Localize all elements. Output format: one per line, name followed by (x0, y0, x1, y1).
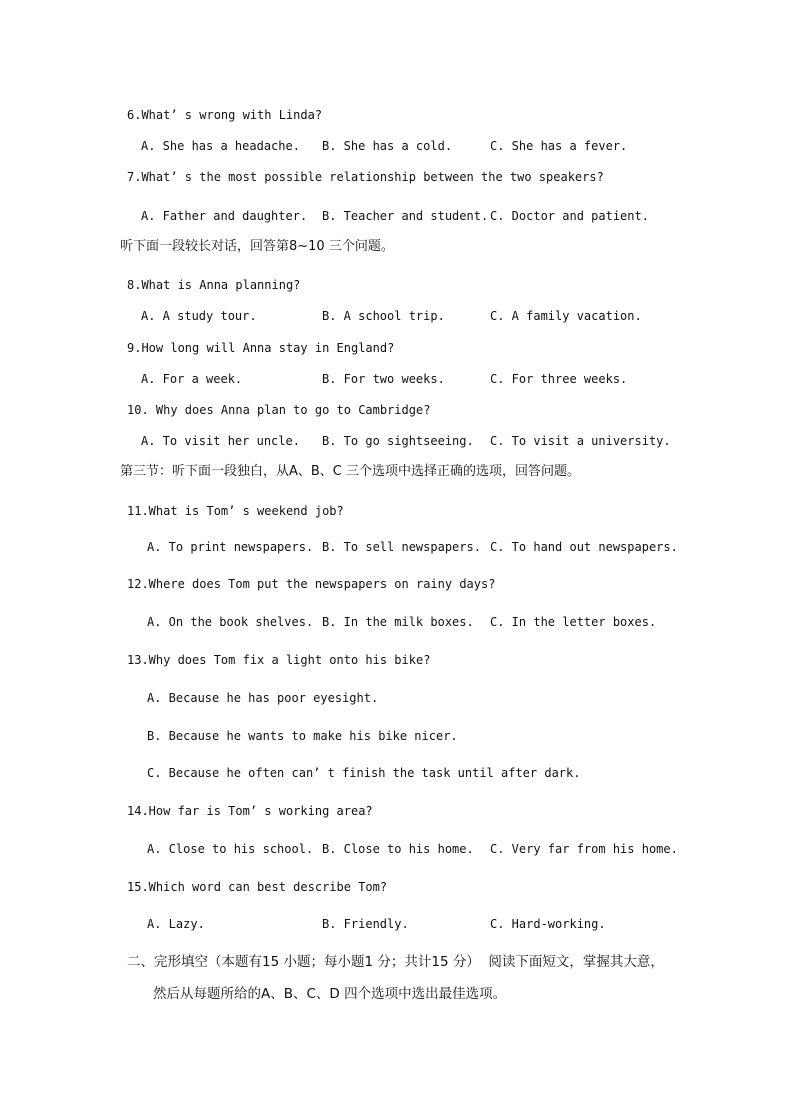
option-c: C. To visit a university. (490, 434, 671, 448)
option-b: B. Close to his home. (322, 842, 474, 856)
option-b: B. In the milk boxes. (322, 615, 474, 629)
option-b: B. Because he wants to make his bike nicer. (147, 729, 458, 743)
question-stem: 13.Why does Tom fix a light onto his bike? (127, 653, 431, 667)
question-stem: 6.What’ s wrong with Linda? (127, 108, 323, 122)
question-stem: 11.What is Tom’ s weekend job? (127, 504, 344, 518)
section-instruction: 听下面一段较长对话，回答第8~10 三个问题。 (120, 239, 394, 254)
option-c: C. For three weeks. (490, 372, 628, 386)
option-a: A. Close to his school. (147, 842, 314, 856)
question-stem: 10. Why does Anna plan to go to Cambridge? (127, 403, 431, 417)
question-stem: 9.How long will Anna stay in England? (127, 341, 395, 355)
option-c: C. Doctor and patient. (490, 209, 649, 223)
option-c: C. Very far from his home. (490, 842, 678, 856)
option-b: B. For two weeks. (322, 372, 445, 386)
option-c: C. She has a fever. (490, 139, 628, 153)
question-stem: 8.What is Anna planning? (127, 278, 301, 292)
option-a: A. A study tour. (141, 309, 257, 323)
option-c: C. In the letter boxes. (490, 615, 657, 629)
option-b: B. To sell newspapers. (322, 540, 481, 554)
option-c: C. Because he often can’ t finish the task until after dark. (147, 766, 581, 780)
section-instruction: 第三节：听下面一段独白，从A、B、C 三个选项中选择正确的选项，回答问题。 (120, 464, 581, 479)
option-a: A. She has a headache. (141, 139, 300, 153)
option-a: A. Because he has poor eyesight. (147, 691, 379, 705)
option-c: C. Hard-working. (490, 917, 606, 931)
option-b: B. Friendly. (322, 917, 409, 931)
option-b: B. A school trip. (322, 309, 445, 323)
option-c: C. To hand out newspapers. (490, 540, 678, 554)
question-stem: 12.Where does Tom put the newspapers on rainy days? (127, 577, 496, 591)
option-a: A. To print newspapers. (147, 540, 314, 554)
part-two-instruction: 然后从每题所给的A、B、C、D 四个选项中选出最佳选项。 (153, 986, 507, 1002)
question-stem: 7.What’ s the most possible relationship between the two speakers? (127, 170, 604, 184)
option-a: A. For a week. (141, 372, 243, 386)
option-b: B. She has a cold. (322, 139, 453, 153)
option-a: A. Father and daughter. (141, 209, 308, 223)
option-b: B. To go sightseeing. (322, 434, 474, 448)
option-b: B. Teacher and student. (322, 209, 489, 223)
part-two-heading: 二、完形填空（本题有15 小题；每小题1 分；共计15 分） 阅读下面短文，掌握其大意， (127, 954, 664, 970)
option-a: A. On the book shelves. (147, 615, 314, 629)
option-a: A. Lazy. (147, 917, 205, 931)
question-stem: 15.Which word can best describe Tom? (127, 880, 388, 894)
option-a: A. To visit her uncle. (141, 434, 300, 448)
option-c: C. A family vacation. (490, 309, 642, 323)
question-stem: 14.How far is Tom’ s working area? (127, 804, 373, 818)
